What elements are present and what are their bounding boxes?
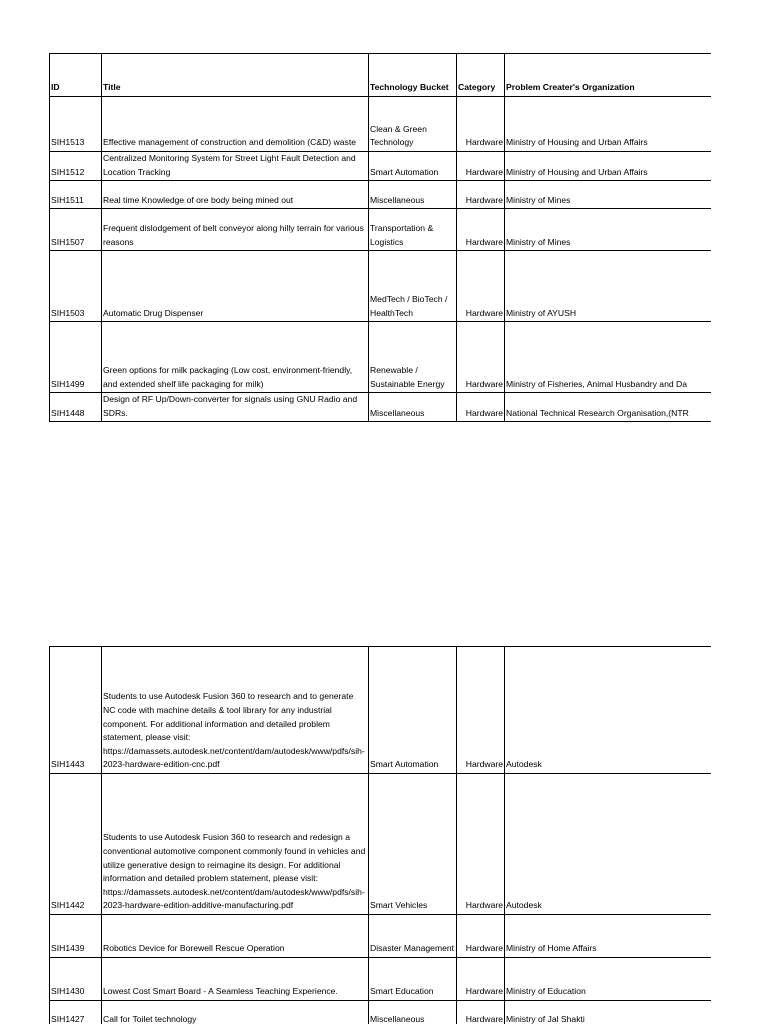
table-row [50,97,712,152]
table-row [50,251,712,322]
title-cell: Design of RF Up/Down-converter for signals using GNU Radio and SDRs. [102,393,369,422]
category-cell: Hardware [457,915,505,958]
title-cell: Green options for milk packaging (Low cost, environment-friendly, and extended shelf life packaging for milk) [102,322,369,393]
table-row [50,152,712,181]
id-cell: SIH1512 [50,152,102,181]
id-cell: SIH1513 [50,97,102,152]
organization-cell: Ministry of Home Affairs [505,915,712,958]
organization-cell: Ministry of AYUSH [505,251,712,322]
organization-cell: Ministry of Fisheries, Animal Husbandry and Da [505,322,712,393]
title-cell: Students to use Autodesk Fusion 360 to research and redesign a conventional automotive component commonly found in vehicles and utilize generative design to reimagine its design. For additional information and detailed problem statement, please visit: https://damassets.autodesk.net/content/dam/autodesk/www/pdfs/sih-2023-hardware-edition-additive-manufacturing.pdf [102,774,369,915]
category-cell: Hardware [457,1001,505,1024]
technology-bucket-cell: Miscellaneous [369,1001,457,1024]
table-row [50,774,712,915]
organization-cell: Ministry of Housing and Urban Affairs [505,152,712,181]
technology-bucket-cell: Smart Automation [369,152,457,181]
header-organization: Problem Creater's Organization [505,54,712,97]
id-cell: SIH1443 [50,647,102,774]
category-cell: Hardware [457,774,505,915]
organization-cell: Ministry of Mines [505,209,712,251]
table-row [50,209,712,251]
table-row [50,181,712,209]
header-id: ID [50,54,102,97]
organization-cell: Ministry of Mines [505,181,712,209]
technology-bucket-cell: Disaster Management [369,915,457,958]
category-cell: Hardware [457,393,505,422]
technology-bucket-cell: Smart Education [369,958,457,1001]
category-cell: Hardware [457,647,505,774]
organization-cell: Autodesk [505,647,712,774]
organization-cell: Autodesk [505,774,712,915]
technology-bucket-cell: Miscellaneous [369,181,457,209]
category-cell: Hardware [457,251,505,322]
category-cell: Hardware [457,209,505,251]
header-title: Title [102,54,369,97]
technology-bucket-cell: Renewable / Sustainable Energy [369,322,457,393]
id-cell: SIH1430 [50,958,102,1001]
table-row [50,322,712,393]
header-row [50,54,712,97]
header-category: Category [457,54,505,97]
table-row [50,958,712,1001]
title-cell: Call for Toilet technology [102,1001,369,1024]
title-cell: Frequent dislodgement of belt conveyor along hilly terrain for various reasons [102,209,369,251]
id-cell: SIH1448 [50,393,102,422]
technology-bucket-cell: Clean & Green Technology [369,97,457,152]
organization-cell: Ministry of Housing and Urban Affairs [505,97,712,152]
title-cell: Effective management of construction and demolition (C&D) waste [102,97,369,152]
technology-bucket-cell: Miscellaneous [369,393,457,422]
organization-cell: National Technical Research Organisation,(NTR [505,393,712,422]
id-cell: SIH1507 [50,209,102,251]
id-cell: SIH1499 [50,322,102,393]
table-row [50,1001,712,1024]
category-cell: Hardware [457,322,505,393]
technology-bucket-cell: Transportation & Logistics [369,209,457,251]
category-cell: Hardware [457,97,505,152]
id-cell: SIH1442 [50,774,102,915]
organization-cell: Ministry of Jal Shakti [505,1001,712,1024]
technology-bucket-cell: Smart Vehicles [369,774,457,915]
category-cell: Hardware [457,958,505,1001]
organization-cell: Ministry of Education [505,958,712,1001]
title-cell: Students to use Autodesk Fusion 360 to research and to generate NC code with machine details & tool library for any industrial component. For additional information and detailed problem statement, please visit: https://damassets.autodesk.net/content/dam/autodesk/www/pdfs/sih-2023-hardware-edition-cnc.pdf [102,647,369,774]
title-cell: Centralized Monitoring System for Street Light Fault Detection and Location Tracking [102,152,369,181]
header-technology-bucket: Technology Bucket [369,54,457,97]
category-cell: Hardware [457,181,505,209]
title-cell: Automatic Drug Dispenser [102,251,369,322]
problem-table-bottom [49,646,711,1024]
id-cell: SIH1511 [50,181,102,209]
table-row [50,915,712,958]
title-cell: Lowest Cost Smart Board - A Seamless Teaching Experience. [102,958,369,1001]
title-cell: Robotics Device for Borewell Rescue Operation [102,915,369,958]
title-cell: Real time Knowledge of ore body being mined out [102,181,369,209]
technology-bucket-cell: Smart Automation [369,647,457,774]
table-row [50,393,712,422]
table-row [50,647,712,774]
technology-bucket-cell: MedTech / BioTech / HealthTech [369,251,457,322]
problem-table-top [49,53,711,422]
id-cell: SIH1439 [50,915,102,958]
id-cell: SIH1427 [50,1001,102,1024]
category-cell: Hardware [457,152,505,181]
id-cell: SIH1503 [50,251,102,322]
